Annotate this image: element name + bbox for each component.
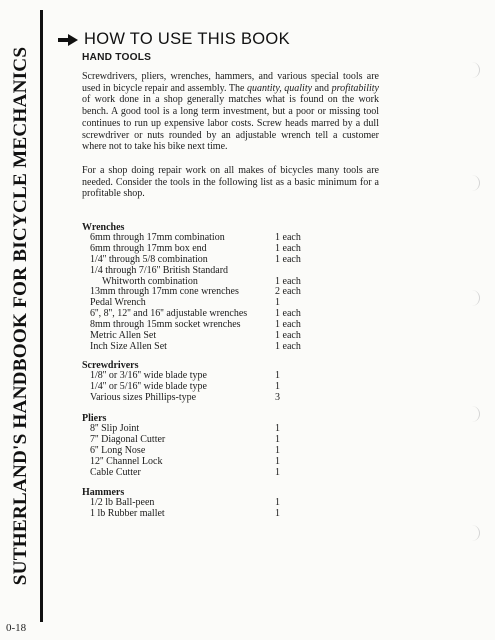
tool-row — [90, 509, 360, 520]
tool-qty: 1 — [275, 497, 280, 508]
tool-qty: 1 — [275, 455, 280, 467]
intro-paragraph-1 — [82, 71, 379, 153]
intro-text — [82, 71, 379, 200]
tool-name: Whitworth combination — [102, 275, 198, 287]
tool-qty: 1 — [275, 380, 280, 392]
tool-qty: 1 each — [275, 242, 301, 254]
tool-name: 1 lb Rubber mallet — [90, 507, 165, 519]
tool-name: 1/4'' through 5/8 combination — [90, 253, 208, 265]
tool-name: Pedal Wrench — [90, 297, 146, 309]
tool-name: Cable Cutter — [90, 466, 141, 478]
group-title-screwdrivers: Screwdrivers — [82, 360, 139, 371]
tool-name: 12'' Channel Lock — [90, 455, 163, 467]
tool-list-screwdrivers — [90, 371, 360, 404]
spine-title-text: SUTHERLAND'S HANDBOOK FOR BICYCLE MECHANICS — [10, 46, 31, 586]
binder-hole — [468, 406, 480, 422]
tool-qty: 1 — [275, 507, 280, 519]
tool-row — [90, 468, 360, 479]
tool-qty: 1 each — [275, 275, 301, 287]
tool-name: 6'' Long Nose — [90, 444, 146, 456]
intro-text-run: Screwdrivers, pliers, wrenches, hammers, and various special tools are used in bicycle repair and assembly. The — [82, 71, 379, 94]
margin-rule — [40, 10, 43, 622]
tool-qty: 1 each — [275, 330, 301, 342]
tool-name: 13mm through 17mm cone wrenches — [90, 286, 239, 298]
tool-name: Various sizes Phillips-type — [90, 391, 197, 403]
arrow-right-icon — [58, 34, 78, 46]
tool-row — [90, 457, 360, 468]
section-heading — [58, 30, 290, 49]
tool-name: 1/4 through 7/16'' British Standard — [90, 264, 229, 276]
tool-list-wrenches — [90, 233, 360, 353]
tool-qty: 1 — [275, 466, 280, 478]
intro-text-run: and — [312, 82, 332, 94]
tool-qty: 1 each — [275, 253, 301, 265]
binder-hole — [468, 290, 480, 306]
tool-name: 8mm through 15mm socket wrenches — [90, 319, 241, 331]
tool-name: 6'', 8'', 12'' and 16'' adjustable wrenches — [90, 308, 248, 320]
group-title-hammers: Hammers — [82, 487, 125, 498]
intro-emphasis: profitability — [331, 82, 379, 94]
tool-qty: 2 each — [275, 286, 301, 298]
tool-qty: 1 — [275, 444, 280, 456]
tool-qty: 1 each — [275, 340, 301, 352]
tool-qty: 1 — [275, 370, 280, 381]
intro-paragraph-2: For a shop doing repair work on all makes of bicycles many tools are needed. Consider the tools in the following list as a basic minimum for a profitable shop. — [82, 164, 379, 200]
tool-name: 8'' Slip Joint — [90, 423, 140, 434]
page-title: HOW TO USE THIS BOOK — [84, 30, 290, 48]
tool-row — [90, 342, 360, 353]
spine-title — [6, 10, 36, 622]
group-title-wrenches: Wrenches — [82, 222, 125, 233]
tool-qty: 1 each — [275, 232, 301, 243]
tool-name: Metric Allen Set — [90, 330, 157, 342]
tool-name: 6mm through 17mm combination — [90, 232, 225, 243]
tool-qty: 3 — [275, 391, 280, 403]
tool-qty: 1 each — [275, 308, 301, 320]
tool-list-pliers — [90, 424, 360, 478]
tool-row — [90, 393, 360, 404]
binder-hole — [468, 175, 480, 191]
page-number: 0-18 — [6, 622, 27, 634]
tool-qty: 1 each — [275, 319, 301, 331]
tool-qty: 1 — [275, 297, 280, 309]
tool-name: 1/8'' or 3/16'' wide blade type — [90, 370, 207, 381]
tool-list-hammers — [90, 498, 360, 520]
tool-qty: 1 — [275, 433, 280, 445]
binder-hole — [468, 62, 480, 78]
intro-emphasis: quantity, quality — [247, 82, 313, 94]
tool-name: 1/2 lb Ball-peen — [90, 497, 155, 508]
group-title-pliers: Pliers — [82, 413, 107, 424]
tool-row — [90, 266, 360, 277]
tool-qty: 1 — [275, 423, 280, 434]
tool-name: 6mm through 17mm box end — [90, 242, 207, 254]
tool-name: 1/4'' or 5/16'' wide blade type — [90, 380, 207, 392]
intro-text-run: of work done in a shop generally matches what is found on the work bench. A good tool is a long term investment, but a poor or missing tool continues to run up expensive labor costs. Screw heads marred by a dull screwdriver or nuts rounded by an adjustable wrench tell a customer where not to take his bike next time. — [82, 94, 379, 153]
tool-name: Inch Size Allen Set — [90, 340, 167, 352]
binder-hole — [468, 525, 480, 541]
tool-name: 7'' Diagonal Cutter — [90, 433, 166, 445]
section-subheading: HAND TOOLS — [82, 52, 152, 63]
